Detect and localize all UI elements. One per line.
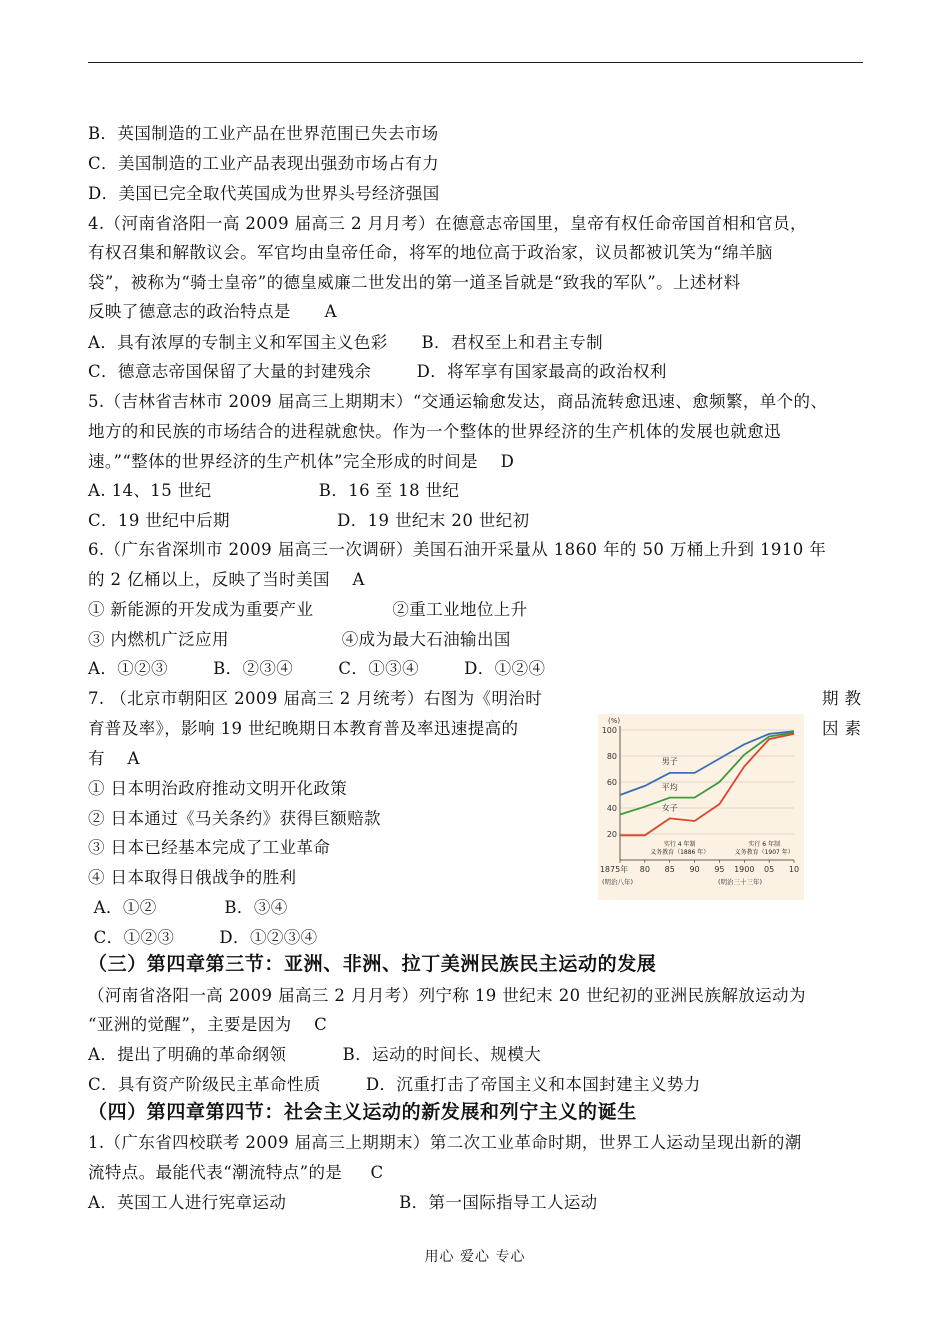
- x-tick-label: 1900: [734, 865, 755, 874]
- x-tick-label: 95: [714, 865, 725, 874]
- series-label: 女子: [661, 803, 678, 813]
- annotation: 义务教育（1907 年）: [734, 849, 794, 856]
- y-tick-label: 40: [606, 804, 617, 813]
- y-tick-label: 20: [606, 830, 617, 839]
- y-tick-label: 60: [606, 778, 617, 787]
- x-tick-label: 1875年: [599, 865, 629, 874]
- x-subtitle: (明治三十三年): [718, 878, 763, 886]
- text-line: A．英国工人进行宪章运动 B．第一国际指导工人运动: [88, 1193, 598, 1212]
- annotation: 实行 4 年制: [663, 841, 696, 848]
- text-line: 有权召集和解散议会。军官均由皇帝任命，将军的地位高于政治家，议员都被讥笑为“绵羊脑: [88, 243, 773, 262]
- x-tick-label: 85: [664, 865, 675, 874]
- text-line: 7. （北京市朝阳区 2009 届高三 2 月统考）右图为《明治时: [88, 689, 543, 708]
- series-label: 男子: [661, 756, 678, 766]
- literacy-rate-chart: [598, 714, 804, 900]
- question-7-wrapped-text: 因 素: [822, 719, 862, 738]
- text-line: 4.（河南省洛阳一高 2009 届高三 2 月月考）在德意志帝国里，皇帝有权任命帝国首相和官员，: [88, 214, 807, 233]
- text-line: 5.（吉林省吉林市 2009 届高三上期期末）“交通运输愈发达，商品流转愈迅速、愈频繁，单个的、: [88, 392, 828, 411]
- x-tick-label: 05: [764, 865, 775, 874]
- text-line: 流特点。最能代表“潮流特点”的是 C: [88, 1163, 384, 1182]
- text-line: 6.（广东省深圳市 2009 届高三一次调研）美国石油开采量从 1860 年的 50 万桶上升到 1910 年: [88, 540, 827, 559]
- page-footer: 用心 爱心 专心: [424, 1249, 526, 1265]
- y-unit-label: (%): [608, 717, 621, 725]
- text-line: ② 日本通过《马关条约》获得巨额赔款: [88, 809, 381, 828]
- section-heading: （三）第四章第三节：亚洲、非洲、拉丁美洲民族民主运动的发展: [88, 953, 657, 975]
- text-line: 有 A: [88, 749, 140, 768]
- text-line: A．具有浓厚的专制主义和军国主义色彩 B．君权至上和君主专制: [88, 333, 604, 352]
- text-line: C．具有资产阶级民主革命性质 D．沉重打击了帝国主义和本国封建主义势力: [88, 1075, 701, 1094]
- text-line: 的 2 亿桶以上，反映了当时美国 A: [88, 570, 365, 589]
- series-line: [620, 733, 794, 815]
- text-line: 育普及率》，影响 19 世纪晚期日本教育普及率迅速提高的: [88, 719, 519, 738]
- text-line: B．英国制造的工业产品在世界范围已失去市场: [88, 124, 439, 143]
- text-line: C．美国制造的工业产品表现出强劲市场占有力: [88, 154, 440, 173]
- text-line: 地方的和民族的市场结合的进程就愈快。作为一个整体的世界经济的生产机体的发展也就愈迅: [88, 422, 781, 441]
- question-7-wrapped-text: 期 教: [822, 689, 862, 708]
- y-tick-label: 100: [601, 726, 617, 735]
- text-line: A．①② B．③④: [88, 898, 288, 917]
- text-line: D．美国已完全取代英国成为世界头号经济强国: [88, 184, 440, 203]
- x-tick-label: 90: [689, 865, 700, 874]
- text-line: C．①②③ D．①②③④: [88, 928, 318, 947]
- text-line: ④ 日本取得日俄战争的胜利: [88, 868, 297, 887]
- x-tick-label: 80: [639, 865, 650, 874]
- text-line: C．德意志帝国保留了大量的封建残余 D．将军享有国家最高的政治权利: [88, 362, 667, 381]
- text-line: （河南省洛阳一高 2009 届高三 2 月月考）列宁称 19 世纪末 20 世纪初的亚洲民族解放运动为: [88, 986, 806, 1005]
- annotation: 实行 6 年制: [748, 841, 780, 848]
- text-line: C．19 世纪中后期 D．19 世纪末 20 世纪初: [88, 511, 530, 530]
- series-label: 平均: [661, 782, 678, 792]
- annotation: 义务教育（1886 年）: [650, 849, 710, 856]
- y-tick-label: 80: [606, 752, 617, 761]
- text-line: 反映了德意志的政治特点是 A: [88, 302, 337, 321]
- text-line: ① 日本明治政府推动文明开化政策: [88, 779, 348, 798]
- text-line: ① 新能源的开发成为重要产业 ②重工业地位上升: [88, 600, 528, 619]
- text-line: ③ 日本已经基本完成了工业革命: [88, 838, 331, 857]
- x-subtitle: (明治八年): [602, 878, 634, 886]
- text-line: A．提出了明确的革命纲领 B．运动的时间长、规模大: [88, 1045, 542, 1064]
- text-line: 袋”，被称为“骑士皇帝”的德皇威廉二世发出的第一道圣旨就是“致我的军队”。上述材料: [88, 273, 741, 292]
- text-line: “亚洲的觉醒”，主要是因为 C: [88, 1015, 328, 1034]
- text-line: 1.（广东省四校联考 2009 届高三上期期末）第二次工业革命时期，世界工人运动呈现出新的潮: [88, 1133, 802, 1152]
- x-tick-label: 10: [788, 865, 800, 874]
- text-line: ③ 内燃机广泛应用 ④成为最大石油输出国: [88, 630, 511, 649]
- section-heading: （四）第四章第四节：社会主义运动的新发展和列宁主义的诞生: [88, 1101, 637, 1123]
- text-line: A. 14、15 世纪 B．16 至 18 世纪: [88, 481, 460, 500]
- text-line: A．①②③ B．②③④ C．①③④ D．①②④: [88, 659, 546, 678]
- header-rule: [88, 62, 863, 63]
- text-line: 速。”“整体的世界经济的生产机体”完全形成的时间是 D: [88, 452, 515, 471]
